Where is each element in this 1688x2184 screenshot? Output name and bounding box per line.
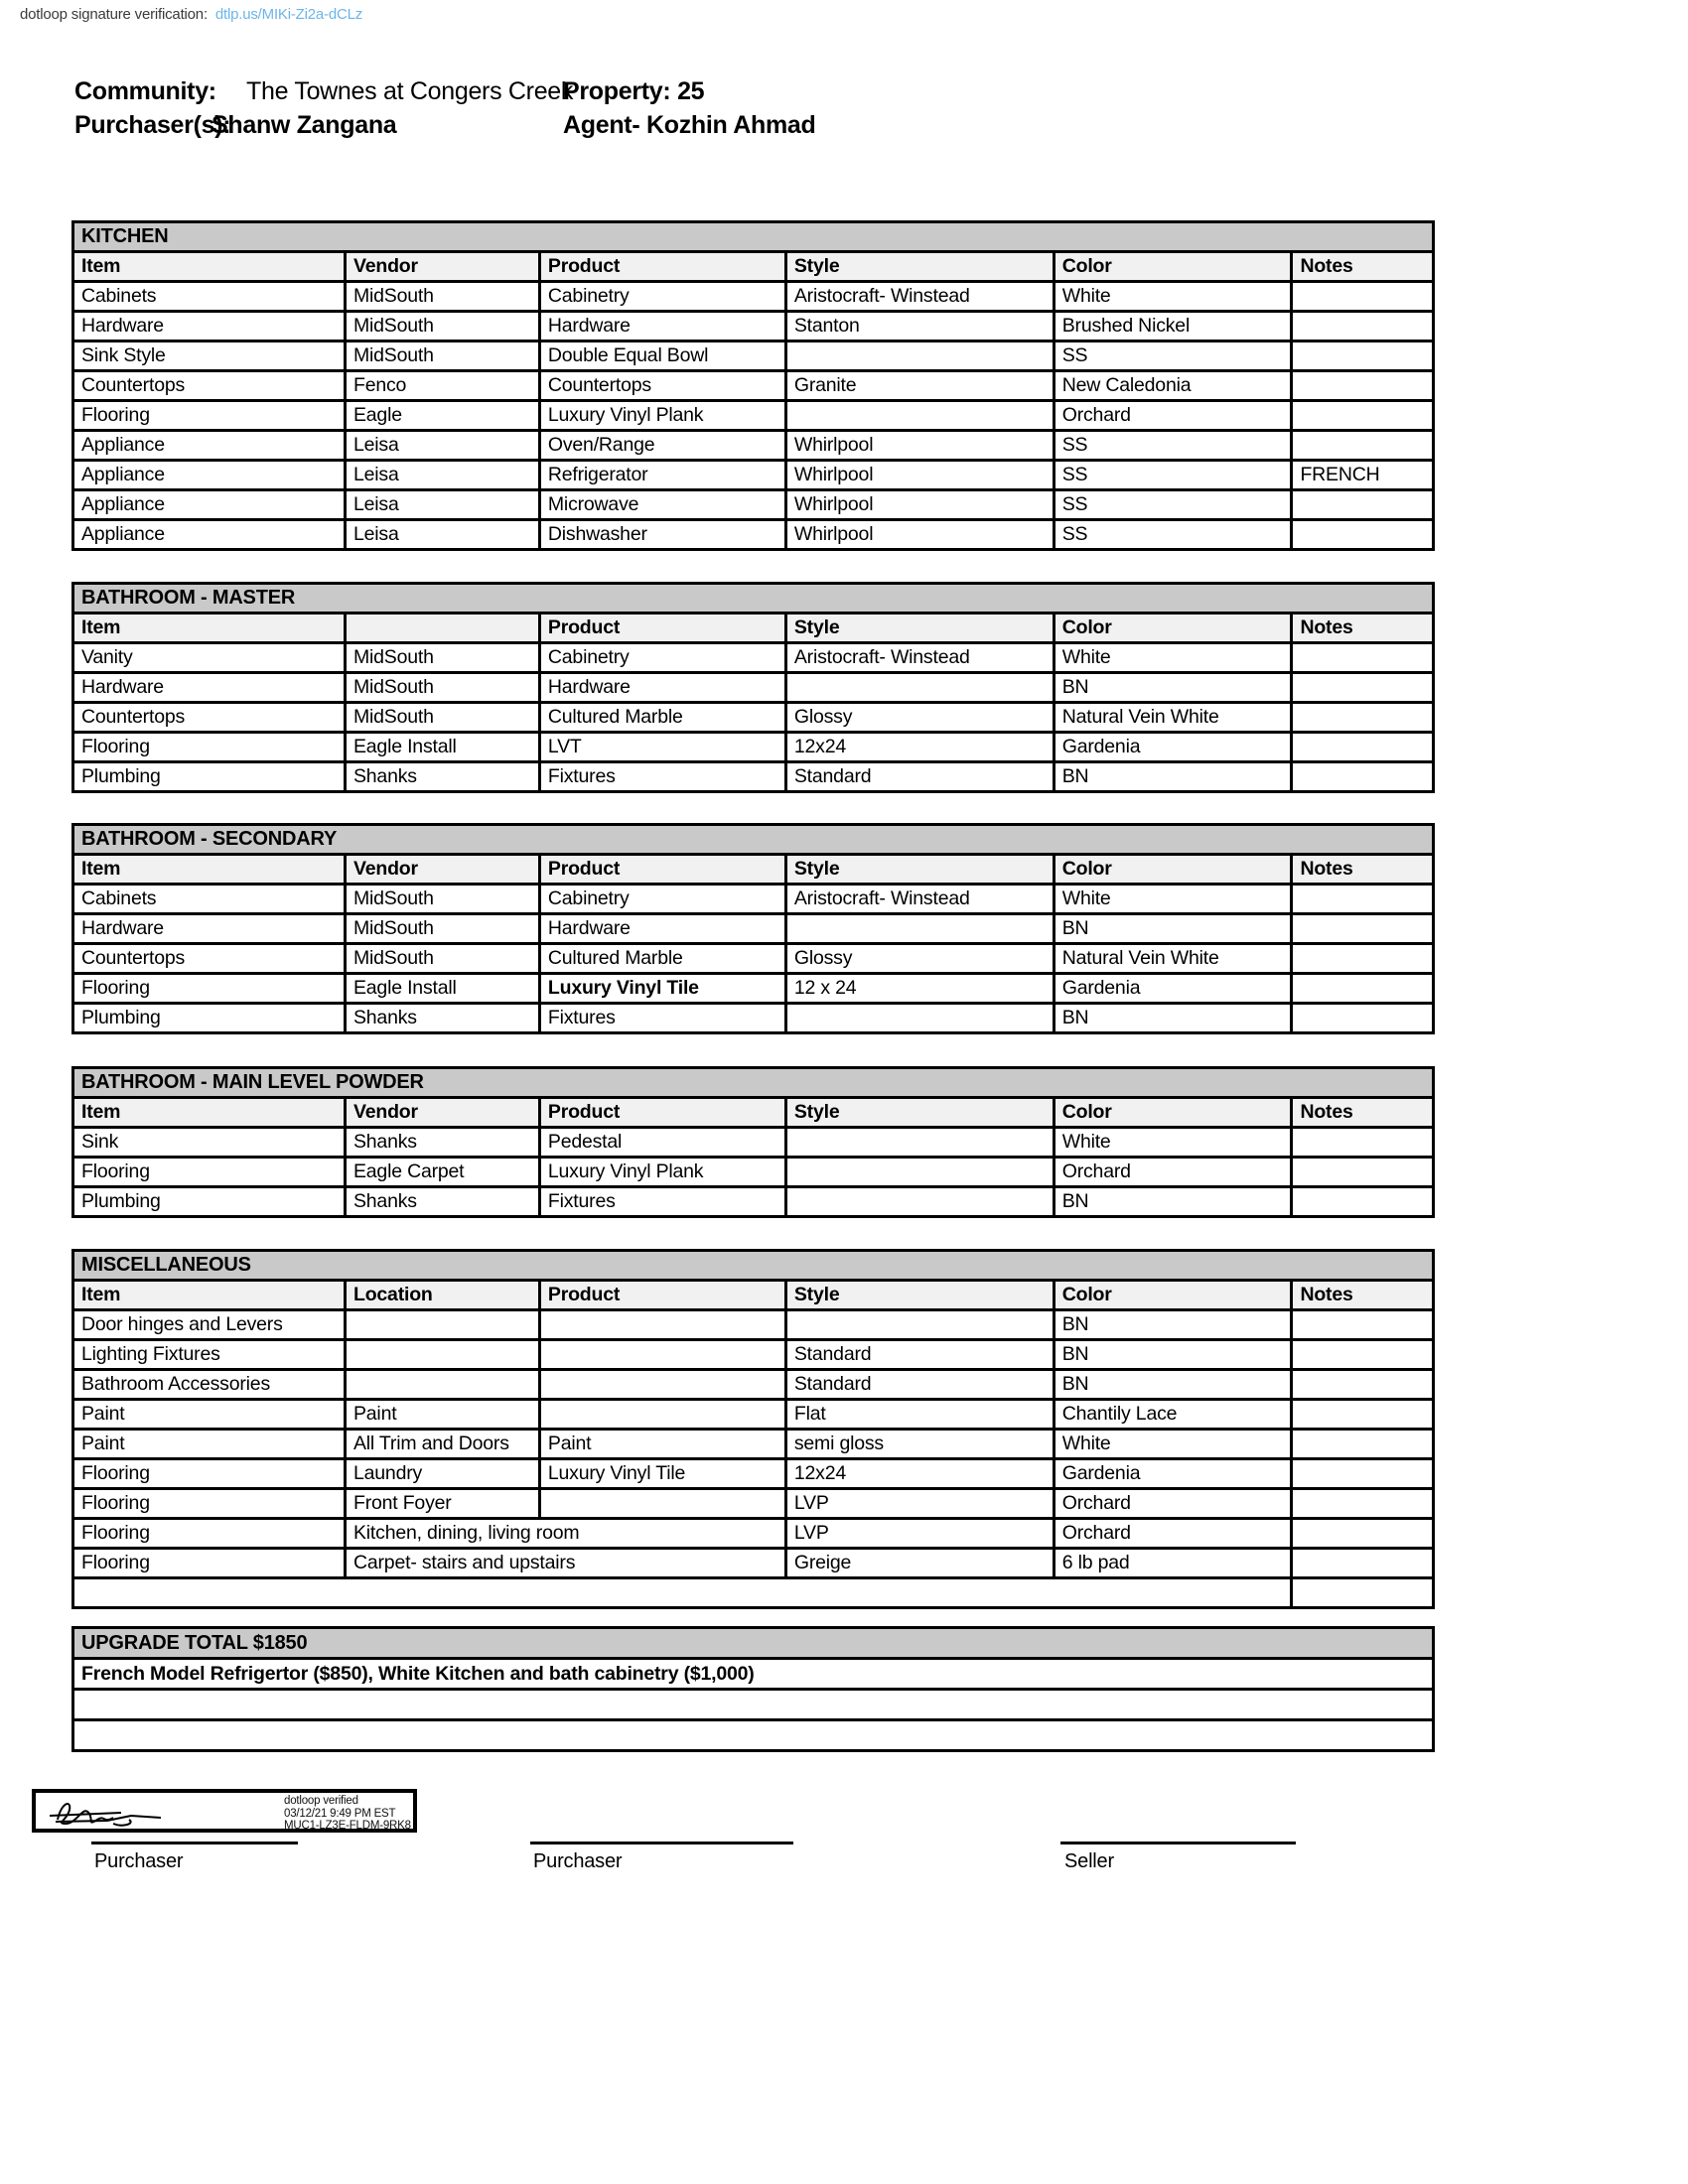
table-row <box>73 1400 1434 1430</box>
table-cell: Aristocraft- Winstead <box>785 885 1054 914</box>
table-cell: Hardware <box>539 312 785 341</box>
table-cell: 12x24 <box>785 733 1054 762</box>
table-cell: FRENCH <box>1292 461 1434 490</box>
column-header: Notes <box>1292 252 1434 282</box>
table-cell: Luxury Vinyl Tile <box>539 974 785 1004</box>
table-cell <box>1292 401 1434 431</box>
table-row <box>73 703 1434 733</box>
table-cell <box>1292 490 1434 520</box>
table-cell: Leisa <box>345 490 539 520</box>
table-cell: Bathroom Accessories <box>73 1370 346 1400</box>
table-cell: Shanks <box>345 762 539 792</box>
table-cell: Eagle Install <box>345 974 539 1004</box>
table-cell <box>1292 371 1434 401</box>
table-cell: Pedestal <box>539 1128 785 1158</box>
table-row <box>73 490 1434 520</box>
table-cell: Flooring <box>73 401 346 431</box>
table-cell: Lighting Fixtures <box>73 1340 346 1370</box>
table-row <box>73 733 1434 762</box>
table-cell: Gardenia <box>1054 974 1292 1004</box>
table-cell: Orchard <box>1054 1489 1292 1519</box>
column-header-row <box>73 614 1434 643</box>
table-cell: Microwave <box>539 490 785 520</box>
dotloop-signature-box[interactable] <box>32 1789 417 1833</box>
table-cell: Paint <box>345 1400 539 1430</box>
table-cell <box>1292 643 1434 673</box>
table-row <box>73 312 1434 341</box>
table-cell <box>1292 1578 1434 1608</box>
table-cell <box>539 1400 785 1430</box>
verification-strip <box>20 6 362 23</box>
upgrade-total-table <box>71 1626 1435 1752</box>
table-cell <box>345 1310 539 1340</box>
table-cell: Whirlpool <box>785 461 1054 490</box>
table-cell: Cabinets <box>73 885 346 914</box>
table-row <box>73 1459 1434 1489</box>
purchasers-value: Shanw Zangana <box>211 111 397 139</box>
table-cell <box>1292 885 1434 914</box>
table-cell: Luxury Vinyl Plank <box>539 1158 785 1187</box>
table-cell: White <box>1054 282 1292 312</box>
column-header: Style <box>785 1281 1054 1310</box>
column-header: Notes <box>1292 1098 1434 1128</box>
table-cell <box>539 1340 785 1370</box>
table-cell <box>785 1004 1054 1033</box>
upgrade-total-header-row <box>73 1628 1434 1659</box>
table-row <box>73 341 1434 371</box>
table-cell: Carpet- stairs and upstairs <box>345 1549 785 1578</box>
section-title: KITCHEN <box>73 222 1434 252</box>
table-cell <box>785 1128 1054 1158</box>
column-header: Style <box>785 1098 1054 1128</box>
column-header: Notes <box>1292 1281 1434 1310</box>
table-cell: Fixtures <box>539 1187 785 1217</box>
column-header: Product <box>539 614 785 643</box>
column-header: Color <box>1054 252 1292 282</box>
section-header-row <box>73 584 1434 614</box>
table-cell: Eagle Install <box>345 733 539 762</box>
table-cell: Gardenia <box>1054 733 1292 762</box>
table-cell: White <box>1054 1128 1292 1158</box>
table-cell <box>785 673 1054 703</box>
section-title: BATHROOM - SECONDARY <box>73 825 1434 855</box>
column-header: Location <box>345 1281 539 1310</box>
upgrade-detail-cell <box>73 1690 1434 1720</box>
table-cell <box>1292 282 1434 312</box>
table-cell: Granite <box>785 371 1054 401</box>
verification-link[interactable]: dtlp.us/MIKi-Zi2a-dCLz <box>214 6 363 23</box>
table-cell: Flooring <box>73 1519 346 1549</box>
column-header: Color <box>1054 1098 1292 1128</box>
column-header: Color <box>1054 855 1292 885</box>
table-cell: Hardware <box>73 914 346 944</box>
table-cell: Aristocraft- Winstead <box>785 643 1054 673</box>
table-row <box>73 762 1434 792</box>
column-header: Style <box>785 855 1054 885</box>
table-cell: LVT <box>539 733 785 762</box>
table-cell <box>785 401 1054 431</box>
table-row <box>73 944 1434 974</box>
table-cell: BN <box>1054 673 1292 703</box>
verification-label: dotloop signature verification: <box>20 6 208 23</box>
table-cell: Flooring <box>73 1158 346 1187</box>
section-title: BATHROOM - MASTER <box>73 584 1434 614</box>
section-header-row <box>73 1251 1434 1281</box>
table-row <box>73 1370 1434 1400</box>
table-cell: Orchard <box>1054 1158 1292 1187</box>
table-cell: Leisa <box>345 431 539 461</box>
table-cell: BN <box>1054 1004 1292 1033</box>
table-cell: Plumbing <box>73 1004 346 1033</box>
table-cell: White <box>1054 1430 1292 1459</box>
table-cell: Stanton <box>785 312 1054 341</box>
table-row <box>73 643 1434 673</box>
table-cell: BN <box>1054 762 1292 792</box>
table-row <box>73 1519 1434 1549</box>
table-cell <box>1292 762 1434 792</box>
column-header-row <box>73 855 1434 885</box>
table-row <box>73 1549 1434 1578</box>
table-row <box>73 1004 1434 1033</box>
seller-signature-line <box>1060 1842 1296 1844</box>
table-cell: Countertops <box>73 371 346 401</box>
table-cell: Cabinetry <box>539 282 785 312</box>
dotloop-verified-stamp <box>284 1795 411 1833</box>
table-row <box>73 974 1434 1004</box>
table-cell: Leisa <box>345 520 539 550</box>
table-cell <box>785 341 1054 371</box>
table-cell: Cultured Marble <box>539 944 785 974</box>
purchaser2-signature-line <box>530 1842 793 1844</box>
table-cell: Natural Vein White <box>1054 944 1292 974</box>
signature-scribble-icon <box>44 1794 252 1832</box>
table-cell: LVP <box>785 1519 1054 1549</box>
column-header: Color <box>1054 614 1292 643</box>
table-cell: Dishwasher <box>539 520 785 550</box>
purchaser2-label: Purchaser <box>533 1850 623 1872</box>
table-cell: Whirlpool <box>785 431 1054 461</box>
table-cell: Fixtures <box>539 762 785 792</box>
table-cell: MidSouth <box>345 885 539 914</box>
table-row <box>73 1310 1434 1340</box>
table-cell <box>785 1187 1054 1217</box>
table-cell <box>1292 341 1434 371</box>
table-cell: Refrigerator <box>539 461 785 490</box>
table-cell: MidSouth <box>345 341 539 371</box>
table-cell: MidSouth <box>345 312 539 341</box>
table-cell: Fenco <box>345 371 539 401</box>
table-cell: SS <box>1054 431 1292 461</box>
table-cell: White <box>1054 885 1292 914</box>
agent-value: Agent- Kozhin Ahmad <box>563 111 816 139</box>
table-cell: Sink <box>73 1128 346 1158</box>
table-cell: Cabinetry <box>539 885 785 914</box>
table-cell: Oven/Range <box>539 431 785 461</box>
table-cell: Cultured Marble <box>539 703 785 733</box>
column-header: Vendor <box>345 855 539 885</box>
table-cell: Vanity <box>73 643 346 673</box>
table-row <box>73 1578 1434 1608</box>
column-header-row <box>73 252 1434 282</box>
table-cell: BN <box>1054 1370 1292 1400</box>
table-cell: MidSouth <box>345 944 539 974</box>
table-cell <box>345 1370 539 1400</box>
table-cell: Shanks <box>345 1004 539 1033</box>
column-header: Notes <box>1292 855 1434 885</box>
property-value: Property: 25 <box>563 77 705 105</box>
table-cell <box>1292 1519 1434 1549</box>
purchaser1-signature-line <box>91 1842 298 1844</box>
table-row <box>73 1187 1434 1217</box>
table-cell: Hardware <box>539 914 785 944</box>
section-title: MISCELLANEOUS <box>73 1251 1434 1281</box>
table-cell: Appliance <box>73 461 346 490</box>
table-cell <box>539 1489 785 1519</box>
table-row <box>73 401 1434 431</box>
table-cell: 12x24 <box>785 1459 1054 1489</box>
table-cell: Paint <box>73 1430 346 1459</box>
table-cell: Paint <box>73 1400 346 1430</box>
table-cell: Fixtures <box>539 1004 785 1033</box>
table-cell: Gardenia <box>1054 1459 1292 1489</box>
upgrade-detail-cell <box>73 1720 1434 1751</box>
column-header <box>345 614 539 643</box>
table-cell <box>1292 1400 1434 1430</box>
upgrade-total-title: UPGRADE TOTAL $1850 <box>73 1628 1434 1659</box>
column-header: Vendor <box>345 252 539 282</box>
table-cell <box>1292 733 1434 762</box>
column-header: Item <box>73 252 346 282</box>
table-cell: Countertops <box>73 703 346 733</box>
section-title: BATHROOM - MAIN LEVEL POWDER <box>73 1068 1434 1098</box>
table-cell: Flooring <box>73 733 346 762</box>
column-header: Style <box>785 614 1054 643</box>
table-cell: Paint <box>539 1430 785 1459</box>
verified-code: MUC1-LZ3E-FLDM-9RK8 <box>284 1820 411 1832</box>
section-header-row <box>73 1068 1434 1098</box>
section-header-row <box>73 825 1434 855</box>
table-cell <box>345 1340 539 1370</box>
table-cell <box>1292 944 1434 974</box>
table-cell: MidSouth <box>345 282 539 312</box>
table-cell <box>1292 673 1434 703</box>
kitchen-table <box>71 220 1435 551</box>
table-row <box>73 885 1434 914</box>
table-cell <box>73 1578 1292 1608</box>
table-cell <box>1292 1430 1434 1459</box>
column-header-row <box>73 1281 1434 1310</box>
table-cell: Countertops <box>73 944 346 974</box>
table-cell: Plumbing <box>73 762 346 792</box>
table-cell: semi gloss <box>785 1430 1054 1459</box>
table-cell <box>539 1310 785 1340</box>
table-cell: Leisa <box>345 461 539 490</box>
table-cell: Flat <box>785 1400 1054 1430</box>
table-cell: Countertops <box>539 371 785 401</box>
table-cell: Glossy <box>785 703 1054 733</box>
table-row <box>73 1340 1434 1370</box>
table-cell: Chantily Lace <box>1054 1400 1292 1430</box>
table-cell: Luxury Vinyl Plank <box>539 401 785 431</box>
upgrade-detail-row <box>73 1659 1434 1690</box>
table-cell: SS <box>1054 490 1292 520</box>
column-header: Vendor <box>345 1098 539 1128</box>
table-cell: Luxury Vinyl Tile <box>539 1459 785 1489</box>
bathroom-powder-table <box>71 1066 1435 1218</box>
community-value: The Townes at Congers Creek <box>246 77 574 105</box>
table-cell: MidSouth <box>345 643 539 673</box>
table-cell: Cabinets <box>73 282 346 312</box>
table-cell: Eagle Carpet <box>345 1158 539 1187</box>
table-cell: BN <box>1054 1310 1292 1340</box>
column-header: Product <box>539 855 785 885</box>
seller-label: Seller <box>1064 1850 1114 1872</box>
table-cell: SS <box>1054 341 1292 371</box>
table-cell <box>1292 1549 1434 1578</box>
purchaser1-label: Purchaser <box>94 1850 184 1872</box>
table-cell: Flooring <box>73 1489 346 1519</box>
table-cell <box>1292 1128 1434 1158</box>
table-cell: Orchard <box>1054 1519 1292 1549</box>
upgrade-detail-row <box>73 1690 1434 1720</box>
table-cell: Whirlpool <box>785 520 1054 550</box>
table-cell: Plumbing <box>73 1187 346 1217</box>
bathroom-master-table <box>71 582 1435 793</box>
table-cell <box>1292 1004 1434 1033</box>
table-cell <box>785 914 1054 944</box>
table-cell: SS <box>1054 461 1292 490</box>
table-cell <box>1292 703 1434 733</box>
table-cell <box>1292 1459 1434 1489</box>
table-cell: 12 x 24 <box>785 974 1054 1004</box>
table-cell: Hardware <box>73 312 346 341</box>
column-header: Product <box>539 252 785 282</box>
table-cell: Flooring <box>73 974 346 1004</box>
table-cell: BN <box>1054 914 1292 944</box>
column-header: Style <box>785 252 1054 282</box>
table-cell <box>1292 1370 1434 1400</box>
column-header: Notes <box>1292 614 1434 643</box>
table-row <box>73 1489 1434 1519</box>
column-header: Product <box>539 1281 785 1310</box>
table-cell: Double Equal Bowl <box>539 341 785 371</box>
purchasers-label: Purchaser(s): <box>74 111 231 139</box>
table-cell: New Caledonia <box>1054 371 1292 401</box>
table-cell <box>1292 1158 1434 1187</box>
table-cell: Brushed Nickel <box>1054 312 1292 341</box>
table-cell: Hardware <box>539 673 785 703</box>
table-cell: Natural Vein White <box>1054 703 1292 733</box>
table-row <box>73 461 1434 490</box>
table-cell: Cabinetry <box>539 643 785 673</box>
table-cell: Whirlpool <box>785 490 1054 520</box>
table-row <box>73 914 1434 944</box>
table-cell: Appliance <box>73 490 346 520</box>
table-cell: BN <box>1054 1187 1292 1217</box>
table-cell: Flooring <box>73 1459 346 1489</box>
column-header-row <box>73 1098 1434 1128</box>
table-row <box>73 431 1434 461</box>
verified-date: 03/12/21 9:49 PM EST <box>284 1807 396 1820</box>
table-cell: Appliance <box>73 431 346 461</box>
miscellaneous-table <box>71 1249 1435 1609</box>
table-cell: Aristocraft- Winstead <box>785 282 1054 312</box>
table-cell: Sink Style <box>73 341 346 371</box>
table-cell: Shanks <box>345 1128 539 1158</box>
table-cell: Standard <box>785 1370 1054 1400</box>
column-header: Product <box>539 1098 785 1128</box>
column-header: Item <box>73 1098 346 1128</box>
table-row <box>73 1128 1434 1158</box>
table-cell: MidSouth <box>345 673 539 703</box>
section-header-row <box>73 222 1434 252</box>
table-cell: Standard <box>785 762 1054 792</box>
column-header: Item <box>73 1281 346 1310</box>
table-cell: Eagle <box>345 401 539 431</box>
table-cell: MidSouth <box>345 914 539 944</box>
table-cell <box>1292 914 1434 944</box>
table-cell: All Trim and Doors <box>345 1430 539 1459</box>
table-cell: White <box>1054 643 1292 673</box>
table-cell: Appliance <box>73 520 346 550</box>
verified-text: dotloop verified <box>284 1795 358 1807</box>
table-cell: Hardware <box>73 673 346 703</box>
table-row <box>73 1158 1434 1187</box>
table-cell <box>1292 520 1434 550</box>
table-cell: LVP <box>785 1489 1054 1519</box>
table-cell <box>1292 1187 1434 1217</box>
table-cell <box>1292 974 1434 1004</box>
table-row <box>73 371 1434 401</box>
table-cell: SS <box>1054 520 1292 550</box>
table-cell: BN <box>1054 1340 1292 1370</box>
table-cell: Front Foyer <box>345 1489 539 1519</box>
upgrade-detail-row <box>73 1720 1434 1751</box>
upgrade-detail-cell: French Model Refrigertor ($850), White Kitchen and bath cabinetry ($1,000) <box>73 1659 1434 1690</box>
table-cell: Glossy <box>785 944 1054 974</box>
table-cell <box>785 1310 1054 1340</box>
table-cell <box>1292 1489 1434 1519</box>
table-cell: Standard <box>785 1340 1054 1370</box>
table-cell: MidSouth <box>345 703 539 733</box>
table-row <box>73 1430 1434 1459</box>
table-row <box>73 520 1434 550</box>
table-cell: Flooring <box>73 1549 346 1578</box>
table-cell: Door hinges and Levers <box>73 1310 346 1340</box>
table-cell <box>785 1158 1054 1187</box>
table-cell <box>1292 431 1434 461</box>
community-label: Community: <box>74 77 216 105</box>
table-cell <box>1292 1340 1434 1370</box>
table-cell: Greige <box>785 1549 1054 1578</box>
table-cell: Shanks <box>345 1187 539 1217</box>
column-header: Item <box>73 855 346 885</box>
table-cell <box>1292 312 1434 341</box>
bathroom-secondary-table <box>71 823 1435 1034</box>
table-cell: 6 lb pad <box>1054 1549 1292 1578</box>
table-cell: Laundry <box>345 1459 539 1489</box>
table-cell <box>539 1370 785 1400</box>
column-header: Color <box>1054 1281 1292 1310</box>
table-cell: Kitchen, dining, living room <box>345 1519 785 1549</box>
table-row <box>73 282 1434 312</box>
column-header: Item <box>73 614 346 643</box>
table-row <box>73 673 1434 703</box>
table-cell: Orchard <box>1054 401 1292 431</box>
table-cell <box>1292 1310 1434 1340</box>
